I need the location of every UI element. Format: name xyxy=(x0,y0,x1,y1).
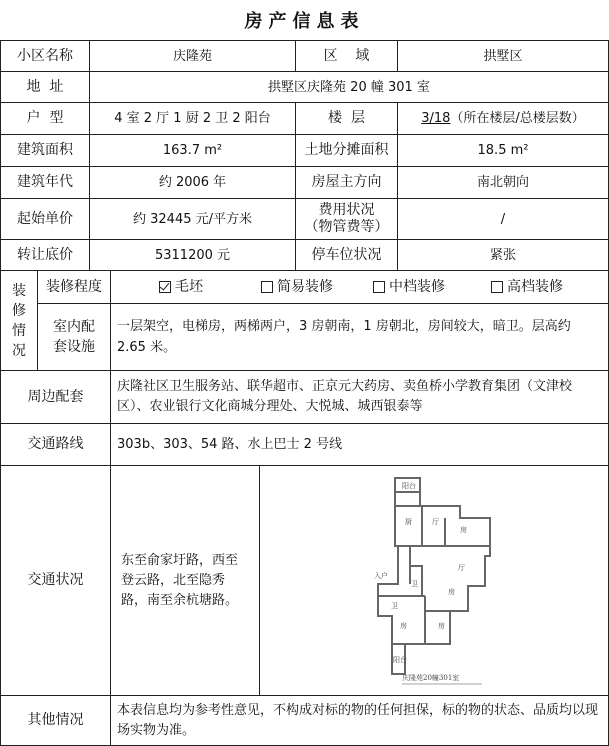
surroundings-label: 周边配套 xyxy=(0,370,111,424)
checkbox-icon[interactable] xyxy=(491,281,503,293)
transit-value: 303b、303、54 路、水上巴士 2 号线 xyxy=(110,423,609,466)
option-simple[interactable] xyxy=(261,271,333,303)
page-title: 房产信息表 xyxy=(244,11,365,32)
parking-label: 停车位状况 xyxy=(295,239,398,271)
room-label: 房 xyxy=(400,622,407,630)
fees-label-line2: （物管费等） xyxy=(304,219,389,235)
room-label: 房 xyxy=(448,588,455,596)
decoration-char-2: 修 xyxy=(12,302,26,319)
fees-value: / xyxy=(397,198,609,240)
land-area-label: 土地分摊面积 xyxy=(295,134,398,167)
room-label: 卫 xyxy=(391,602,398,610)
district-label: 区 域 xyxy=(295,40,398,72)
layout-label: 户 型 xyxy=(0,102,90,135)
option-rough[interactable] xyxy=(159,271,203,303)
year-value: 约 2006 年 xyxy=(89,166,296,199)
land-area-value: 18.5 m² xyxy=(397,134,609,167)
floor-note: （所在楼层/总楼层数） xyxy=(450,111,585,126)
option-high[interactable] xyxy=(491,271,563,303)
area-label: 建筑面积 xyxy=(0,134,90,167)
floor-value xyxy=(397,102,609,135)
surroundings-value: 庆隆社区卫生服务站、联华超市、正京元大药房、卖鱼桥小学教育集团（文津校区）、农业银行文化商城分理处、大悦城、城西银泰等 xyxy=(110,370,609,424)
unit-price-label: 起始单价 xyxy=(0,198,90,240)
option-simple-label: 简易装修 xyxy=(277,278,333,295)
facility-value: 一层架空，电梯房，两梯两户，3 房朝南，1 房朝北，房间较大，暗卫。层高约 2.65 米。 xyxy=(110,303,609,371)
district-value: 拱墅区 xyxy=(397,40,609,72)
floorplan-cell xyxy=(259,465,609,696)
fees-label xyxy=(295,198,398,240)
community-value: 庆隆苑 xyxy=(89,40,296,72)
floorplan-image xyxy=(260,466,608,695)
room-label: 阳台 xyxy=(402,482,416,490)
orientation-label: 房屋主方向 xyxy=(295,166,398,199)
option-rough-label: 毛坯 xyxy=(175,278,203,295)
decoration-char-1: 装 xyxy=(12,282,26,299)
facility-label-line1: 室内配 xyxy=(53,319,95,335)
floorplan-caption: 庆隆苑20幢301室 xyxy=(402,674,460,682)
area-value: 163.7 m² xyxy=(89,134,296,167)
option-mid-label: 中档装修 xyxy=(389,278,445,295)
property-info-table xyxy=(0,40,609,746)
fees-label-line1: 费用状况 xyxy=(318,202,375,218)
orientation-value: 南北朝向 xyxy=(397,166,609,199)
community-label: 小区名称 xyxy=(0,40,90,72)
room-label: 房 xyxy=(438,622,445,630)
address-value: 拱墅区庆隆苑 20 幢 301 室 xyxy=(89,71,609,103)
option-high-label: 高档装修 xyxy=(507,278,563,295)
decoration-level-options xyxy=(110,270,609,304)
decoration-side-label xyxy=(0,270,38,371)
room-label: 房 xyxy=(460,526,467,534)
checkbox-checked-icon[interactable] xyxy=(159,281,171,293)
year-label: 建筑年代 xyxy=(0,166,90,199)
other-value: 本表信息均为参考性意见，不构成对标的物的任何担保，标的物的状态、品质均以现场实物为准。 xyxy=(110,695,609,746)
address-label: 地 址 xyxy=(0,71,90,103)
traffic-value: 东至俞家圩路，西至登云路，北至隐秀路，南至余杭塘路。 xyxy=(110,465,260,696)
unit-price-value: 约 32445 元/平方米 xyxy=(89,198,296,240)
decoration-char-4: 况 xyxy=(12,342,26,359)
parking-value: 紧张 xyxy=(397,239,609,271)
option-mid[interactable] xyxy=(373,271,445,303)
decoration-char-3: 情 xyxy=(12,322,26,339)
decoration-level-label: 装修程度 xyxy=(37,270,111,304)
traffic-label: 交通状况 xyxy=(0,465,111,696)
other-label: 其他情况 xyxy=(0,695,111,746)
layout-value: 4 室 2 厅 1 厨 2 卫 2 阳台 xyxy=(89,102,296,135)
room-label: 阳台 xyxy=(393,656,407,664)
floor-label: 楼 层 xyxy=(295,102,398,135)
checkbox-icon[interactable] xyxy=(261,281,273,293)
room-label: 厅 xyxy=(458,564,465,572)
reserve-price-label: 转让底价 xyxy=(0,239,90,271)
room-label: 卫 xyxy=(411,580,418,588)
room-label: 厨 xyxy=(405,518,412,526)
checkbox-icon[interactable] xyxy=(373,281,385,293)
room-label: 厅 xyxy=(432,518,439,526)
reserve-price-value: 5311200 元 xyxy=(89,239,296,271)
room-label: 入户 xyxy=(374,572,388,580)
facility-label xyxy=(37,303,111,371)
facility-label-line2: 套设施 xyxy=(53,339,95,355)
floor-number: 3/18 xyxy=(421,111,451,126)
transit-label: 交通路线 xyxy=(0,423,111,466)
